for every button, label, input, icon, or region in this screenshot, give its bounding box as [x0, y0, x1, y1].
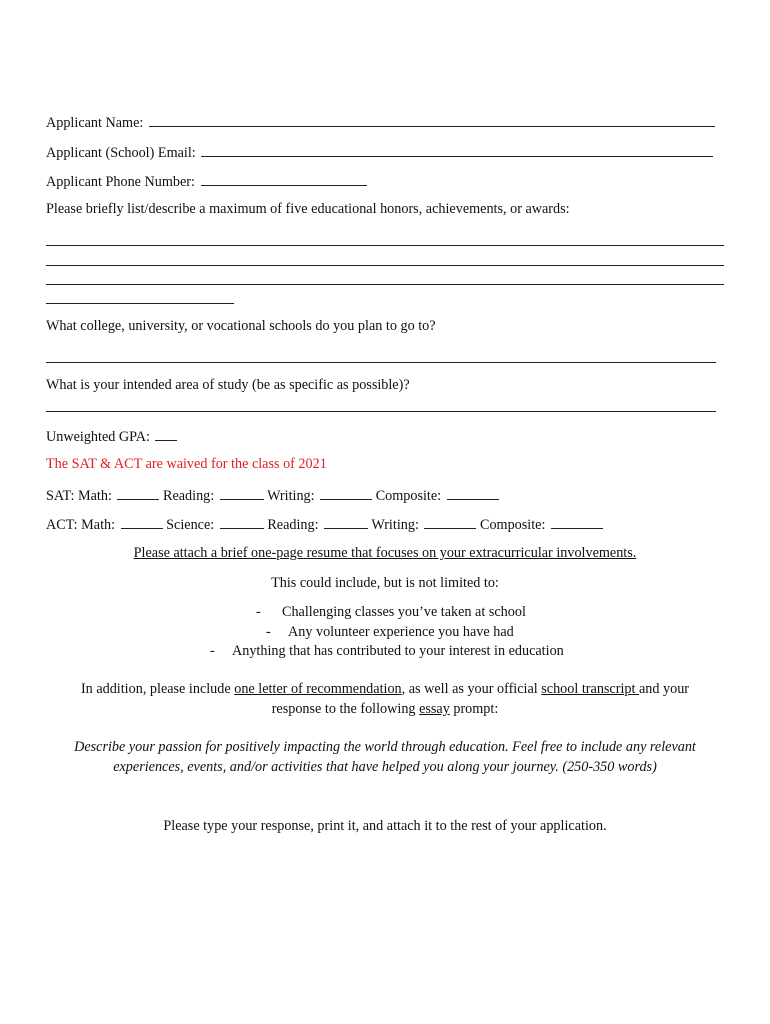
- essay-link: essay: [419, 701, 450, 717]
- honors-line-4[interactable]: [46, 303, 234, 304]
- sat-composite-label: Composite:: [375, 488, 442, 504]
- sat-reading-field[interactable]: [220, 485, 264, 500]
- applicant-email-label: Applicant (School) Email:: [46, 145, 196, 161]
- waiver-note: The SAT & ACT are waived for the class of 2021: [46, 456, 327, 472]
- applicant-phone-row: [46, 171, 367, 191]
- applicant-email-field[interactable]: [201, 142, 713, 157]
- list-item: - Anything that has contributed to your interest in education: [210, 643, 564, 659]
- list-item: - Any volunteer experience you have had: [266, 624, 514, 640]
- act-row: [46, 514, 603, 534]
- applicant-name-label: Applicant Name:: [46, 115, 144, 131]
- act-science-field[interactable]: [220, 514, 264, 529]
- sat-composite-field[interactable]: [447, 485, 499, 500]
- gpa-field[interactable]: [155, 426, 177, 441]
- gpa-label: Unweighted GPA:: [46, 429, 150, 445]
- addition-text-e: prompt:: [449, 701, 499, 717]
- sat-math-label: Math:: [78, 488, 112, 504]
- honors-prompt: Please briefly list/describe a maximum of five educational honors, achievements, or awards:: [46, 201, 570, 217]
- bullet-text-2: Any volunteer experience you have had: [288, 624, 514, 640]
- include-intro: This could include, but is not limited to:: [271, 575, 499, 591]
- act-composite-label: Composite:: [480, 517, 546, 533]
- honors-line-1[interactable]: [46, 245, 724, 246]
- applicant-name-field[interactable]: [149, 112, 715, 127]
- act-math-field[interactable]: [121, 514, 163, 529]
- sat-reading-label: Reading:: [163, 488, 215, 504]
- study-prompt: What is your intended area of study (be as specific as possible)?: [46, 377, 410, 393]
- schools-answer-line[interactable]: [46, 362, 716, 363]
- transcript-link: school transcript: [541, 681, 639, 697]
- essay-prompt-line-1: Describe your passion for positively impacting the world through education. Feel free to include any relevant: [74, 739, 696, 755]
- act-reading-field[interactable]: [324, 514, 368, 529]
- recommendation-link: one letter of recommendation: [234, 681, 402, 697]
- act-math-label: Math:: [81, 517, 116, 533]
- act-writing-label: Writing:: [371, 517, 419, 533]
- act-writing-field[interactable]: [424, 514, 476, 529]
- final-instruction: Please type your response, print it, and attach it to the rest of your application.: [163, 818, 607, 834]
- essay-prompt-line-2: experiences, events, and/or activities that have helped you along your journey. (250-350 words): [113, 759, 657, 775]
- act-science-label: Science:: [166, 517, 215, 533]
- applicant-name-row: [46, 112, 715, 132]
- addition-line-1: [0, 680, 770, 698]
- sat-row: [46, 485, 499, 505]
- honors-line-3[interactable]: [46, 284, 724, 285]
- addition-text-c: and your: [638, 681, 690, 697]
- applicant-email-row: [46, 142, 713, 162]
- act-composite-field[interactable]: [551, 514, 603, 529]
- act-label: ACT:: [46, 517, 78, 533]
- addition-text-b: , as well as your official: [401, 681, 542, 697]
- gpa-row: [46, 426, 177, 446]
- bullet-text-3: Anything that has contributed to your interest in education: [232, 643, 564, 659]
- applicant-phone-field[interactable]: [201, 171, 367, 186]
- sat-math-field[interactable]: [117, 485, 159, 500]
- applicant-phone-label: Applicant Phone Number:: [46, 174, 195, 190]
- list-item: - Challenging classes you’ve taken at school: [256, 604, 526, 620]
- schools-prompt: What college, university, or vocational schools do you plan to go to?: [46, 318, 436, 334]
- sat-writing-label: Writing:: [267, 488, 315, 504]
- resume-instruction: Please attach a brief one-page resume that focuses on your extracurricular involvements.: [133, 545, 637, 561]
- sat-label: SAT:: [46, 488, 75, 504]
- addition-text-a: In addition, please include: [80, 681, 235, 697]
- addition-line-2: [0, 700, 770, 718]
- addition-text-d: response to the following: [271, 701, 420, 717]
- bullet-text-1: Challenging classes you’ve taken at school: [282, 604, 526, 620]
- honors-line-2[interactable]: [46, 265, 724, 266]
- study-answer-line[interactable]: [46, 411, 716, 412]
- sat-writing-field[interactable]: [320, 485, 372, 500]
- act-reading-label: Reading:: [267, 517, 319, 533]
